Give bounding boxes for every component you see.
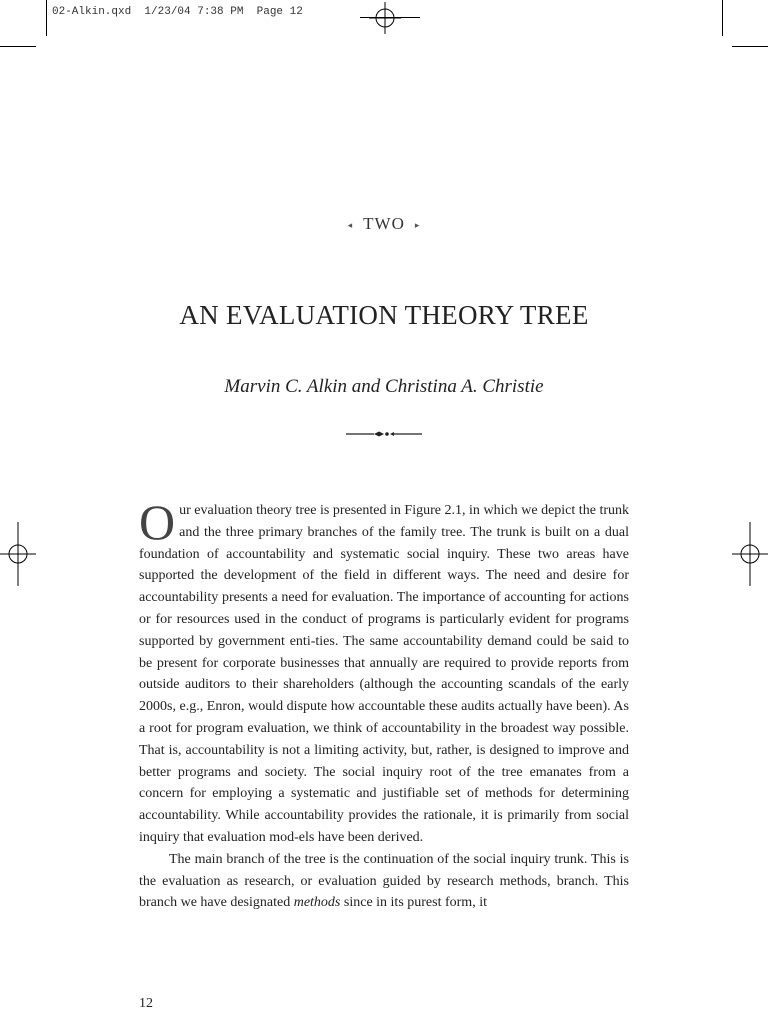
chapter-number: TWO xyxy=(363,214,405,233)
drop-cap: O xyxy=(139,494,176,550)
crop-mark-top-left-horizontal xyxy=(0,46,36,47)
chapter-authors: Marvin C. Alkin and Christina A. Christie xyxy=(224,376,544,397)
registration-mark-left-icon xyxy=(0,522,36,586)
body-paragraph-2-emphasis: methods xyxy=(293,895,341,911)
body-paragraph-1-text: ur evaluation theory tree is presented in Figure 2.1, in which we depict the trunk and the three primary branches of the family tree. The trunk is built on a dual foundation of accountability and systematic social inquiry. These two areas have supported the development of the field in different ways. The need and desire for accountability presents a need for evaluation. The importance of accounting for actions or for resources used in the conduct of programs is particularly evident for programs supported by government enti-ties. The same accountability demand could be said to be present for corporate businesses that annually are required to provide reports from outside auditors to their shareholders (although the accounting scandals of the early 2000s, e.g., Enron, would dispute how accountable these audits actually have been). As a root for program evaluation, we think of accountability in the broadest way possible. That is, accountability is not a limiting activity, but, rather, is designed to improve and better programs and society. The social inquiry root of the tree emanates from a concern for employing a systematic and justifiable set of methods for determining accountability. While accountability provides the rationale, it is primarily from social inquiry that evaluation mod-els have been derived. xyxy=(139,503,629,845)
chapter-ornament-right-icon: ▸ xyxy=(414,219,421,230)
body-paragraph-2-text-end: since in its purest form, it xyxy=(340,895,487,911)
body-paragraph-2-text: The main branch of the tree is the continuation of the social inquiry trunk. This is the evaluation as research, or evaluation guided by research methods, branch. This branch we have designated xyxy=(139,851,629,911)
page-number: 12 xyxy=(139,996,153,1011)
chapter-body xyxy=(139,494,629,914)
crop-mark-top-right-horizontal xyxy=(732,46,768,47)
chapter-label xyxy=(0,214,768,234)
body-paragraph-1 xyxy=(139,494,629,849)
flourish-divider-icon xyxy=(344,428,424,440)
registration-mark-top-icon xyxy=(369,2,401,34)
chapter-ornament-left-icon: ◂ xyxy=(347,219,354,230)
printer-slug: 02-Alkin.qxd 1/23/04 7:38 PM Page 12 xyxy=(52,6,303,18)
crop-mark-top-right-vertical xyxy=(722,0,723,36)
crop-mark-top-left-vertical xyxy=(46,0,47,36)
chapter-title: AN EVALUATION THEORY TREE xyxy=(179,300,589,330)
body-paragraph-2 xyxy=(139,849,629,914)
registration-mark-right-icon xyxy=(732,522,768,586)
